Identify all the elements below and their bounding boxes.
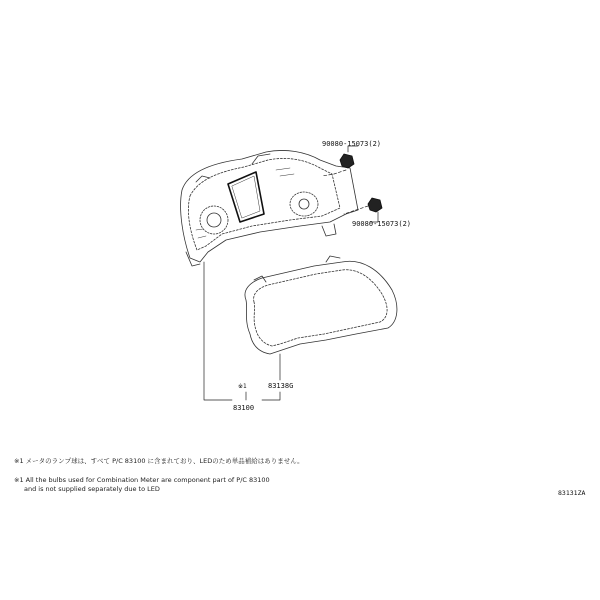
figure-id: 83131ZA <box>558 489 586 497</box>
callout-screw-right: 90080-15073(2) <box>352 220 412 228</box>
meter-lens <box>245 256 397 354</box>
callout-screw-top: 90080-15073(2) <box>322 140 382 148</box>
note-japanese: ※1 メータのランプ球は、すべて P/C 83100 に含まれており、LEDのため単品補給はありません。 <box>14 457 304 465</box>
callout-note-mark: ※1 <box>238 383 247 390</box>
screw-top <box>340 154 354 168</box>
combination-meter-housing <box>181 150 358 266</box>
callout-assembly-part: 83100 <box>233 404 255 412</box>
leader-assembly <box>204 262 232 400</box>
note-english-1: ※1 All the bulbs used for Combination Meter are component part of P/C 83100 <box>14 476 270 484</box>
note-english-2: and is not supplied separately due to LED <box>24 485 160 493</box>
screw-right <box>368 198 382 212</box>
callout-lens-part: 83138G <box>268 382 294 390</box>
